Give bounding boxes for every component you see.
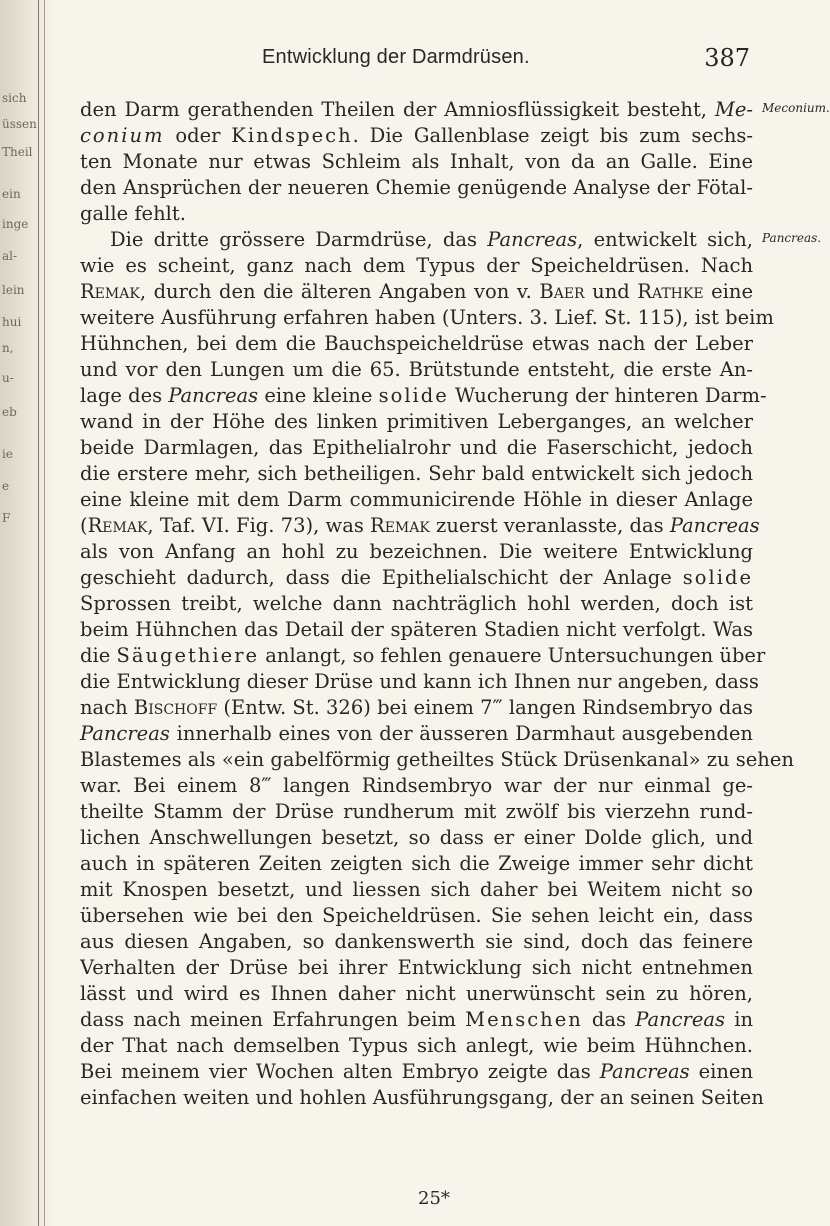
- text-line: aus diesen Angaben, so dankenswerth sie sind, doch das feinere: [80, 930, 753, 953]
- margin-note-meconium: Meconium.: [762, 101, 830, 115]
- gutter-fragment: ein: [2, 187, 21, 201]
- text-line: Die dritte grössere Darmdrüse, das Pancreas, entwickelt sich,: [110, 228, 753, 251]
- text-line: beide Darmlagen, das Epithelialrohr und die Faserschicht, jedoch: [80, 436, 753, 459]
- text-line: Verhalten der Drüse bei ihrer Entwicklung sich nicht entnehmen: [80, 956, 753, 979]
- gutter-edge-line: [44, 0, 45, 1226]
- text-line: auch in späteren Zeiten zeigten sich die Zweige immer sehr dicht: [80, 852, 753, 875]
- text-line: lage des Pancreas eine kleine solide Wucherung der hinteren Darm-: [80, 384, 767, 407]
- gutter-fragment: F: [2, 511, 11, 525]
- gutter-edge-line: [38, 0, 39, 1226]
- gutter-fragment: hui: [2, 315, 22, 329]
- text-line: conium oder Kindspech. Die Gallenblase zeigt bis zum sechs-: [80, 124, 753, 147]
- gutter-fragment: e: [2, 479, 10, 493]
- text-line: theilte Stamm der Drüse rundherum mit zwölf bis vierzehn rund-: [80, 800, 753, 823]
- text-line: übersehen wie bei den Speicheldrüsen. Sie sehen leicht ein, dass: [80, 904, 753, 927]
- text-line: nach Bischoff (Entw. St. 326) bei einem 7‴ langen Rindsembryo das: [80, 696, 753, 719]
- gutter-fragment: ie: [2, 447, 13, 461]
- text-line: (Remak, Taf. VI. Fig. 73), was Remak zuerst veranlasste, das Pancreas: [80, 514, 760, 537]
- text-line: weitere Ausführung erfahren haben (Unters. 3. Lief. St. 115), ist beim: [80, 306, 774, 329]
- text-line: den Ansprüchen der neueren Chemie genügende Analyse der Fötal-: [80, 176, 753, 199]
- text-line: lichen Anschwellungen besetzt, so dass er einer Dolde glich, und: [80, 826, 753, 849]
- gutter-fragment: al-: [2, 249, 18, 263]
- text-line: war. Bei einem 8‴ langen Rindsembryo war der nur einmal ge-: [80, 774, 753, 797]
- page-number: 387: [704, 44, 750, 72]
- running-head: Entwicklung der Darmdrüsen.: [262, 46, 530, 68]
- gutter-fragment: n,: [2, 341, 14, 355]
- text-line: die erstere mehr, sich betheiligen. Sehr bald entwickelt sich jedoch: [80, 462, 753, 485]
- text-line: mit Knospen besetzt, und liessen sich daher bei Weitem nicht so: [80, 878, 753, 901]
- gutter-fragment: lein: [2, 283, 25, 297]
- text-line: Blastemes als «ein gabelförmig getheiltes Stück Drüsenkanal» zu sehen: [80, 748, 794, 771]
- body-text: [80, 97, 794, 1111]
- text-line: beim Hühnchen das Detail der späteren Stadien nicht verfolgt. Was: [80, 618, 753, 641]
- text-line: wand in der Höhe des linken primitiven Leberganges, an welcher: [80, 410, 753, 433]
- margin-note-pancreas: Pancreas.: [762, 231, 822, 245]
- text-line: als von Anfang an hohl zu bezeichnen. Die weitere Entwicklung: [80, 540, 753, 563]
- text-line: geschieht dadurch, dass die Epithelialschicht der Anlage solide: [80, 566, 753, 589]
- text-line: Sprossen treibt, welche dann nachträglich hohl werden, doch ist: [80, 592, 753, 615]
- text-line: den Darm gerathenden Theilen der Amniosflüssigkeit besteht, Me-: [80, 98, 753, 121]
- signature-mark: 25*: [418, 1188, 450, 1209]
- gutter-fragment: inge: [2, 217, 29, 231]
- gutter-fragment: üssen: [2, 117, 37, 131]
- gutter-fragment: sich: [2, 91, 27, 105]
- text-line: die Entwicklung dieser Drüse und kann ich Ihnen nur angeben, dass: [80, 670, 759, 693]
- text-line: lässt und wird es Ihnen daher nicht unerwünscht sein zu hören,: [80, 982, 753, 1005]
- text-line: Pancreas innerhalb eines von der äusseren Darmhaut ausgebenden: [80, 722, 753, 745]
- text-line: und vor den Lungen um die 65. Brütstunde entsteht, die erste An-: [80, 358, 753, 381]
- text-line: Hühnchen, bei dem die Bauchspeicheldrüse etwas nach der Leber: [80, 332, 753, 355]
- gutter-fragment: eb: [2, 405, 17, 419]
- text-line: Bei meinem vier Wochen alten Embryo zeigte das Pancreas einen: [80, 1060, 754, 1083]
- binding-gutter: [0, 0, 56, 1226]
- text-line: galle fehlt.: [80, 202, 186, 225]
- page-header: [80, 46, 750, 76]
- text-line: wie es scheint, ganz nach dem Typus der Speicheldrüsen. Nach: [80, 254, 753, 277]
- text-line: eine kleine mit dem Darm communicirende Höhle in dieser Anlage: [80, 488, 753, 511]
- text-line: einfachen weiten und hohlen Ausführungsgang, der an seinen Seiten: [80, 1086, 764, 1109]
- text-line: die Säugethiere anlangt, so fehlen genauere Untersuchungen über: [80, 644, 766, 667]
- text-line: der That nach demselben Typus sich anlegt, wie beim Hühnchen.: [80, 1034, 753, 1057]
- text-line: dass nach meinen Erfahrungen beim Menschen das Pancreas in: [80, 1008, 753, 1031]
- gutter-fragment: u-: [2, 371, 14, 385]
- text-line: ten Monate nur etwas Schleim als Inhalt, von da an Galle. Eine: [80, 150, 753, 173]
- gutter-fragment: Theil: [2, 145, 33, 159]
- text-line: Remak, durch den die älteren Angaben von v. Baer und Rathke eine: [80, 280, 753, 303]
